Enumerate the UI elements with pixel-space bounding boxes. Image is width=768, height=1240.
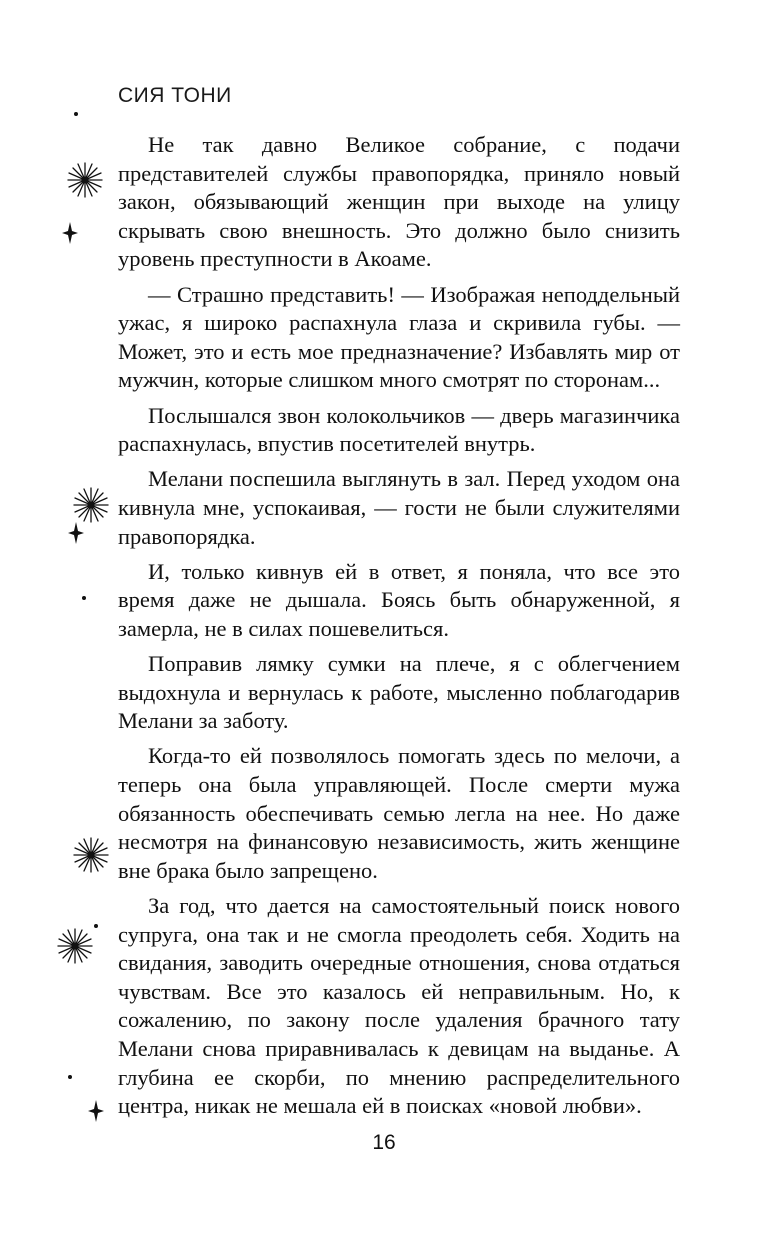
page-number: 16 — [372, 1131, 396, 1154]
dot-ornament-icon — [80, 594, 88, 602]
paragraph: И, только кивнув ей в ответ, я поняла, что все это время даже не дышала. Боясь быть обнаруженной, я замерла, не в силах пошевелиться. — [118, 558, 680, 641]
dot-ornament-icon — [72, 110, 80, 118]
starburst-ornament-icon — [72, 836, 110, 874]
paragraph: Послышался звон колокольчиков — дверь магазинчика распахнулась, впустив посетителей внутрь. — [118, 402, 680, 457]
dot-ornament-icon — [66, 1073, 74, 1081]
paragraph: Не так давно Великое собрание, с подачи представителей службы правопорядка, приняло новый закон, обязывающий женщин при выходе на улицу скрывать свою внешность. Это должно было снизить уровень преступности в Акоаме. — [118, 132, 680, 272]
body-text — [118, 131, 680, 1127]
paragraph: За год, что дается на самостоятельный поиск нового супруга, она так и не смогла преодолеть себя. Ходить на свидания, заводить очередные отношения, снова отдаться чувствам. Все это казалось ей неправильным. Но, к сожалению, по закону после удаления брачного тату Мелани снова приравнивалась к девицам на выданье. А глубина ее скорби, по мнению распределительного центра, никак не мешала ей в поисках «новой любви». — [118, 893, 680, 1119]
paragraph: Поправив лямку сумки на плече, я с облегчением выдохнула и вернулась к работе, мысленно поблагодарив Мелани за заботу. — [118, 651, 680, 734]
paragraph: — Страшно представить! — Изображая неподдельный ужас, я широко распахнула глаза и скривила губы. — Может, это и есть мое предназначение? Избавлять мир от мужчин, которые слишком много смотрят по сторонам... — [118, 281, 680, 393]
paragraph: Когда-то ей позволялось помогать здесь по мелочи, а теперь она была управляющей. После смерти мужа обязанность обеспечивать семью легла на нее. Но даже несмотря на финансовую независимость, жить женщине вне брака было запрещено. — [118, 743, 680, 883]
sparkle-ornament-icon — [88, 1100, 104, 1122]
running-header: СИЯ ТОНИ — [118, 84, 232, 107]
sparkle-ornament-icon — [62, 222, 78, 244]
starburst-ornament-icon — [72, 486, 110, 524]
paragraph: Мелани поспешила выглянуть в зал. Перед уходом она кивнула мне, успокаивая, — гости не были служителями правопорядка. — [118, 466, 680, 549]
sparkle-ornament-icon — [68, 522, 84, 544]
starburst-ornament-icon — [56, 927, 94, 965]
starburst-ornament-icon — [66, 161, 104, 199]
